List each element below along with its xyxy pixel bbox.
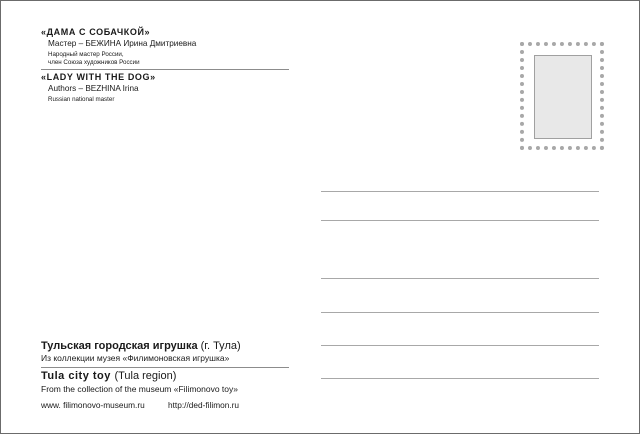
address-line (321, 312, 599, 313)
toy-heading-en-region: (Tula region) (114, 370, 177, 382)
toy-heading-ru (41, 341, 241, 352)
website-link-museum[interactable]: www. filimonovo-museum.ru (41, 400, 145, 410)
artwork-title-ru: «ДАМА С СОБАЧКОЙ» (41, 27, 151, 37)
stamp-placeholder (520, 42, 604, 150)
master-name-ru: Мастер – БЕЖИНА Ирина Дмитриевна (48, 39, 197, 48)
divider-top (41, 69, 289, 70)
address-line (321, 191, 599, 192)
website-link-ded-filimon[interactable]: http://ded-filimon.ru (168, 400, 240, 410)
master-rank-ru-line2: член Союза художников России (48, 59, 140, 66)
address-line (321, 278, 599, 279)
stamp-inner-area (534, 55, 592, 139)
address-line (321, 220, 599, 221)
master-rank-en: Russian national master (48, 96, 115, 103)
toy-heading-ru-main: Тульская городская игрушка (41, 340, 198, 352)
address-line (321, 378, 599, 379)
master-rank-ru-line1: Народный мастер России, (48, 51, 124, 58)
collection-ru: Из коллекции музея «Филимоновская игрушка» (41, 353, 230, 363)
artwork-title-en: «LADY WITH THE DOG» (41, 72, 156, 82)
toy-heading-ru-region: (г. Тула) (200, 340, 241, 352)
collection-en: From the collection of the museum «Filimonovo toy» (41, 384, 239, 394)
master-name-en: Authors – BEZHINA Irina (48, 84, 139, 93)
address-line (321, 345, 599, 346)
toy-heading-en-main: Tula city toy (41, 370, 111, 382)
divider-bottom (41, 367, 289, 368)
toy-heading-en (41, 371, 176, 382)
